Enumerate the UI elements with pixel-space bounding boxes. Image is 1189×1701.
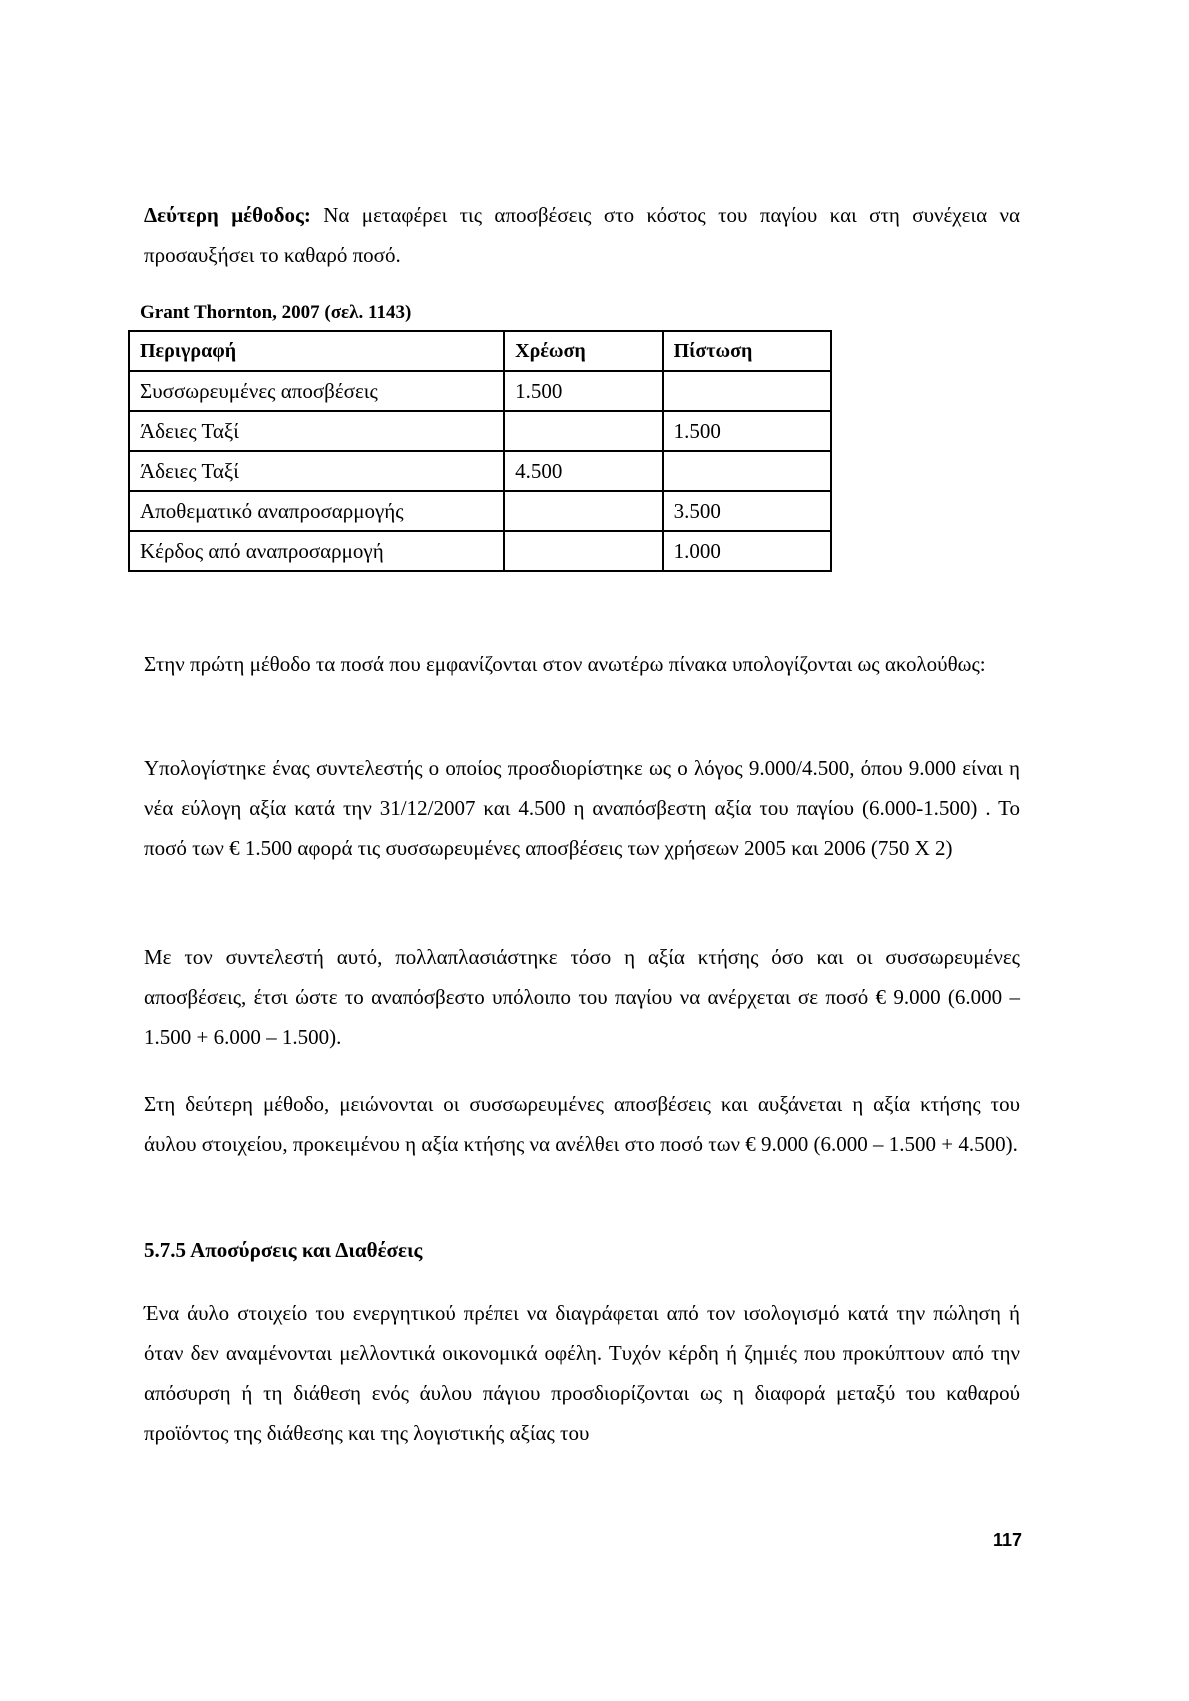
cell-debit: 4.500 bbox=[504, 451, 662, 491]
cell-debit bbox=[504, 531, 662, 571]
cell-credit bbox=[663, 371, 831, 411]
intro-title: Δεύτερη μέθοδος: bbox=[144, 203, 311, 227]
table-header-row bbox=[129, 331, 831, 371]
cell-description: Άδειες Ταξί bbox=[129, 451, 504, 491]
table-row bbox=[129, 371, 831, 411]
table-row bbox=[129, 531, 831, 571]
cell-credit: 3.500 bbox=[663, 491, 831, 531]
paragraph-first-method: Στην πρώτη μέθοδο τα ποσά που εμφανίζονται στον ανωτέρω πίνακα υπολογίζονται ως ακολούθως: bbox=[144, 652, 986, 676]
cell-credit bbox=[663, 451, 831, 491]
header-description: Περιγραφή bbox=[129, 331, 504, 371]
header-credit: Πίστωση bbox=[663, 331, 831, 371]
table-row bbox=[129, 411, 831, 451]
journal-entries-table bbox=[128, 330, 832, 572]
cell-description: Άδειες Ταξί bbox=[129, 411, 504, 451]
cell-debit bbox=[504, 491, 662, 531]
cell-credit: 1.500 bbox=[663, 411, 831, 451]
cell-description: Συσσωρευμένες αποσβέσεις bbox=[129, 371, 504, 411]
cell-description: Κέρδος από αναπροσαρμογή bbox=[129, 531, 504, 571]
section-paragraph: Ένα άυλο στοιχείο του ενεργητικού πρέπει να διαγράφεται από τον ισολογισμό κατά την πώληση ή όταν δεν αναμένονται μελλοντικά οικονομικά οφέλη. Τυχόν κέρδη ή ζημιές που προκύπτουν από την απόσυρση ή τη διάθεση ενός άυλου πάγιου προσδιορίζονται ως η διαφορά μεταξύ του καθαρού προϊόντος της διάθεσης και της λογιστικής αξίας του bbox=[144, 1301, 1020, 1445]
section-heading: 5.7.5 Αποσύρσεις και Διαθέσεις bbox=[144, 1238, 423, 1262]
table-row bbox=[129, 491, 831, 531]
cell-debit bbox=[504, 411, 662, 451]
intro-paragraph bbox=[144, 195, 1020, 275]
cell-description: Αποθεματικό αναπροσαρμογής bbox=[129, 491, 504, 531]
cell-debit: 1.500 bbox=[504, 371, 662, 411]
paragraph-second-method: Στη δεύτερη μέθοδο, μειώνονται οι συσσωρευμένες αποσβέσεις και αυξάνεται η αξία κτήσης του άυλου στοιχείου, προκειμένου η αξία κτήσης να ανέλθει στο ποσό των € 9.000 (6.000 – 1.500 + 4.500). bbox=[144, 1092, 1020, 1156]
page-number: 117 bbox=[992, 1530, 1022, 1550]
table-row bbox=[129, 451, 831, 491]
table-source-label: Grant Thornton, 2007 (σελ. 1143) bbox=[140, 302, 412, 323]
header-debit: Χρέωση bbox=[504, 331, 662, 371]
cell-credit: 1.000 bbox=[663, 531, 831, 571]
paragraph-coefficient: Υπολογίστηκε ένας συντελεστής ο οποίος προσδιορίστηκε ως ο λόγος 9.000/4.500, όπου 9.000 είναι η νέα εύλογη αξία κατά την 31/12/2007 και 4.500 η αναπόσβεστη αξία του παγίου (6.000-1.500) . Το ποσό των € 1.500 αφορά τις συσσωρευμένες αποσβέσεις των χρήσεων 2005 και 2006 (750 X 2) bbox=[144, 756, 1020, 860]
intro-text: Να μεταφέρει τις αποσβέσεις στο κόστος του παγίου και στη συνέχεια να προσαυξήσει το καθαρό ποσό. bbox=[144, 203, 1020, 267]
paragraph-multiplication: Με τον συντελεστή αυτό, πολλαπλασιάστηκε τόσο η αξία κτήσης όσο και οι συσσωρευμένες αποσβέσεις, έτσι ώστε το αναπόσβεστο υπόλοιπο του παγίου να ανέρχεται σε ποσό € 9.000 (6.000 – 1.500 + 6.000 – 1.500). bbox=[144, 945, 1020, 1049]
